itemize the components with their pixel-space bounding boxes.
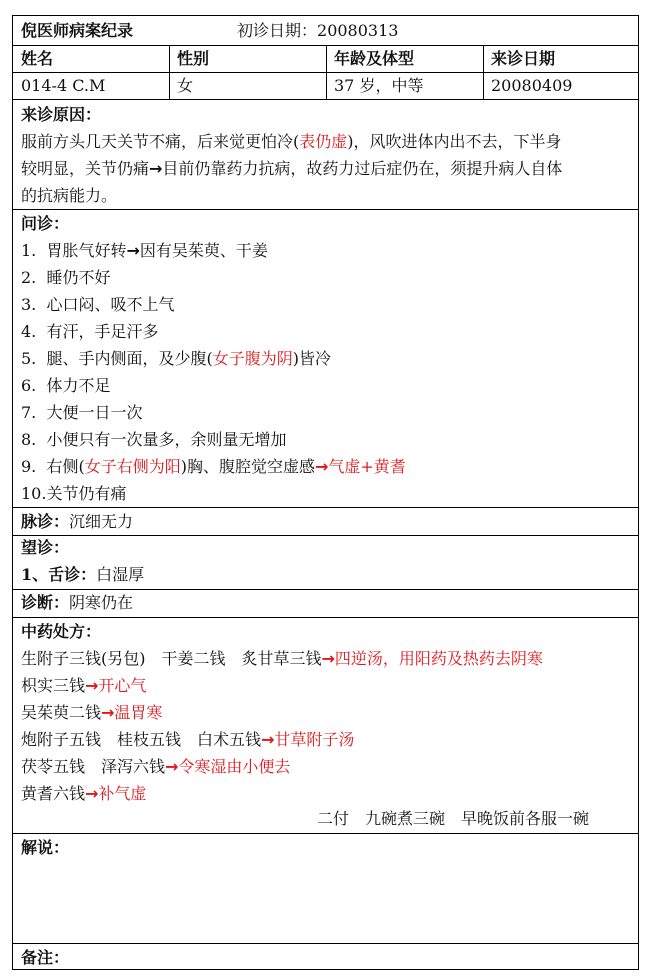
reason-line-1: [21, 128, 562, 155]
inquiry-item: [21, 453, 406, 480]
case-record-form: [12, 15, 639, 970]
item-text: 右侧(: [46, 457, 85, 476]
inquiry-label: 问诊：: [21, 214, 70, 233]
item-note-red: 女子右侧为阳: [84, 457, 181, 476]
observation-label: 望诊：: [21, 538, 70, 557]
arrow-icon: →: [149, 159, 163, 178]
pulse-value: 沉细无力: [69, 512, 134, 531]
item-text: 心口闷、吸不上气: [46, 295, 175, 314]
prescription-line: [21, 780, 543, 807]
inquiry-item: [21, 480, 406, 507]
reason-label: 来诊原因：: [21, 105, 102, 124]
divider: [13, 72, 638, 73]
header-gender: 性别: [177, 49, 210, 68]
item-number: 4.: [21, 322, 37, 341]
reason-text: 目前仍靠药力抗病，故药力过后症仍在，须提升病人自体: [162, 159, 563, 178]
item-number: 3.: [21, 295, 37, 314]
visit-date-label-text: 初诊日期：: [237, 21, 318, 40]
prescription-section: [21, 618, 543, 807]
herbs: 茯苓五钱 泽泻六钱: [21, 757, 166, 776]
item-note-red: 气虚+黄耆: [328, 457, 406, 476]
item-number: 10.: [21, 484, 47, 503]
herbs: 枳实三钱: [21, 676, 86, 695]
item-number: 9.: [21, 457, 37, 476]
diagnosis-value: 阴寒仍在: [69, 593, 134, 612]
arrow-icon: →: [165, 757, 179, 776]
herb-note: 补气虚: [98, 784, 147, 803]
divider: [13, 99, 638, 100]
item-text: 小便只有一次量多，余则量无增加: [46, 430, 287, 449]
visit-date-value: 20080313: [317, 21, 399, 40]
item-text: 大便一日一次: [46, 403, 143, 422]
prescription-line: [21, 726, 543, 753]
herbs: 炮附子五钱 桂枝五钱 白术五钱: [21, 730, 262, 749]
arrow-icon: →: [85, 784, 99, 803]
item-text: 体力不足: [46, 376, 111, 395]
item-text: 腿、手内侧面，及少腹(: [46, 349, 213, 368]
herb-note: 开心气: [98, 676, 147, 695]
prescription-line: [21, 645, 543, 672]
arrow-icon: →: [126, 241, 140, 260]
prescription-line: [21, 753, 543, 780]
inquiry-item: [21, 291, 406, 318]
arrow-icon: →: [101, 703, 115, 722]
header-age-build: 年龄及体型: [334, 49, 415, 68]
explanation-section: [21, 834, 69, 861]
inquiry-item: [21, 264, 406, 291]
inquiry-item: [21, 426, 406, 453]
item-text: 胃胀气好转: [46, 241, 127, 260]
herb-note: 四逆汤，用阳药及热药去阴寒: [334, 649, 543, 668]
reason-section: [21, 101, 562, 209]
inquiry-item: [21, 399, 406, 426]
reason-note-red: 表仍虚: [299, 132, 348, 151]
item-note-red: 女子腹为阴: [212, 349, 293, 368]
reason-text: 服前方头几天关节不痛，后来觉更怕冷(: [21, 132, 300, 151]
visit-date-label: [237, 20, 398, 42]
item-text: 睡仍不好: [46, 268, 111, 287]
prescription-line: [21, 699, 543, 726]
observation-section: [21, 534, 144, 588]
arrow-icon: →: [321, 649, 335, 668]
tongue-label: 1、舌诊：: [21, 565, 97, 584]
header-visit-date: 来诊日期: [491, 49, 556, 68]
remarks-label: 备注：: [21, 948, 70, 967]
item-number: 5.: [21, 349, 37, 368]
item-text: 关节仍有痛: [46, 484, 127, 503]
inquiry-item: [21, 237, 406, 264]
herb-note: 温胃寒: [114, 703, 163, 722]
form-title: 倪医师病案纪录: [21, 21, 134, 40]
patient-visit-date: 20080409: [491, 76, 573, 95]
prescription-line: [21, 672, 543, 699]
inquiry-item: [21, 372, 406, 399]
herbs: 吴茱萸二钱: [21, 703, 102, 722]
arrow-icon: →: [261, 730, 275, 749]
arrow-icon: →: [85, 676, 99, 695]
item-number: 7.: [21, 403, 37, 422]
item-number: 8.: [21, 430, 37, 449]
inquiry-item: [21, 318, 406, 345]
reason-line-3: 的抗病能力。: [21, 186, 118, 205]
item-text: )胸、腹腔觉空虚感: [180, 457, 315, 476]
arrow-icon: →: [314, 457, 329, 476]
patient-age-build: 37 岁，中等: [334, 76, 424, 95]
reason-line-2: [21, 155, 562, 182]
divider: [13, 943, 638, 944]
reason-text: )，风吹进体内出不去，下半身: [347, 132, 562, 151]
herb-note: 令寒湿由小便去: [178, 757, 291, 776]
explanation-label: 解说：: [21, 838, 70, 857]
patient-id: 014-4 C.M: [21, 76, 106, 95]
inquiry-section: [21, 210, 406, 507]
reason-text: 较明显，关节仍痛: [21, 159, 150, 178]
header-name: 姓名: [21, 49, 54, 68]
herb-note: 甘草附子汤: [274, 730, 355, 749]
item-text: 有汗，手足汗多: [46, 322, 159, 341]
herbs: 生附子三钱(另包) 干姜二钱 炙甘草三钱: [21, 649, 322, 668]
dosage-instructions: 二付 九碗煮三碗 早晚饭前各服一碗: [317, 809, 590, 828]
diagnosis-label: 诊断：: [21, 593, 70, 612]
divider: [13, 833, 638, 834]
remarks-section: [21, 944, 69, 971]
prescription-label: 中药处方：: [21, 622, 102, 641]
item-number: 2.: [21, 268, 37, 287]
tongue-value: 白湿厚: [96, 565, 145, 584]
herbs: 黄耆六钱: [21, 784, 86, 803]
diagnosis-section: [21, 589, 133, 616]
item-number: 1.: [21, 241, 37, 260]
item-text: )皆冷: [292, 349, 331, 368]
inquiry-item: [21, 345, 406, 372]
item-text: 因有吴茱萸、干姜: [139, 241, 268, 260]
pulse-section: [21, 508, 133, 535]
item-number: 6.: [21, 376, 37, 395]
patient-gender: 女: [177, 76, 194, 95]
pulse-label: 脉诊：: [21, 512, 70, 531]
